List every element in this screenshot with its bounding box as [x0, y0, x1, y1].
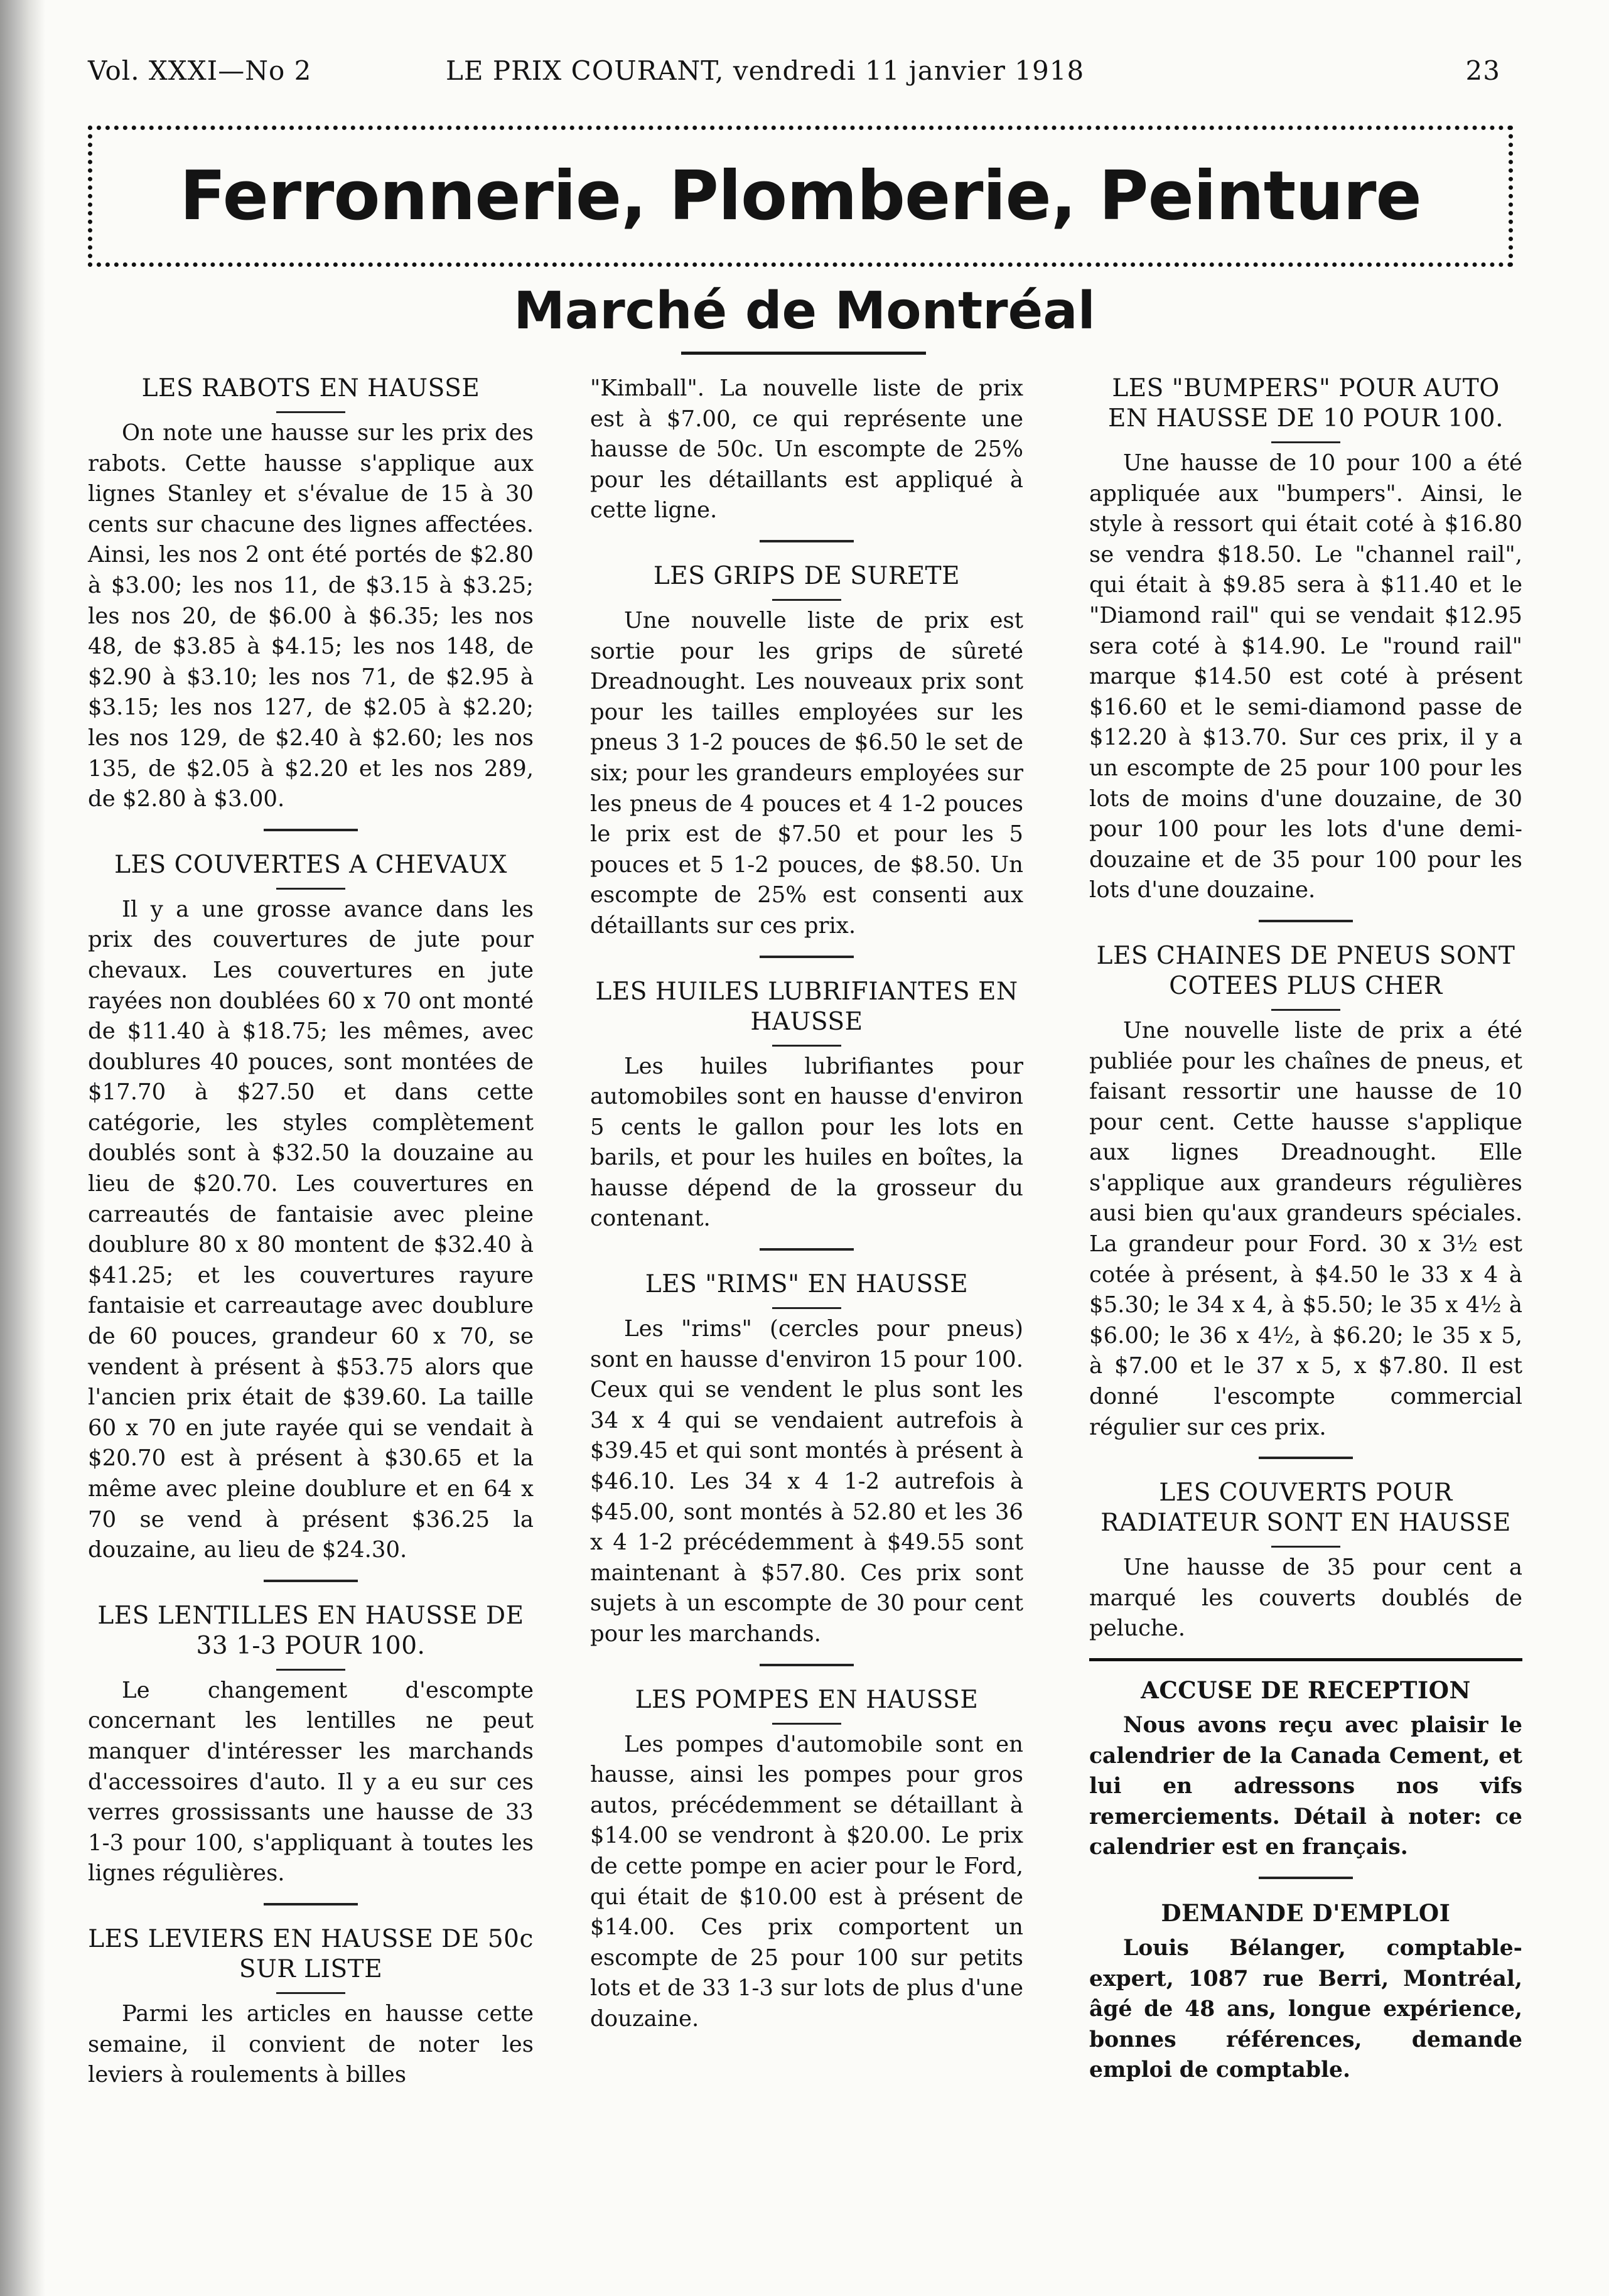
article-body: Parmi les articles en hausse cette semaine, il convient de noter les leviers à roulements à billes: [88, 2000, 534, 2088]
page-number: 23: [1465, 55, 1500, 86]
article-body: On note une hausse sur les prix des rabots. Cette hausse s'applique aux lignes Stanley et s'évalue de 15 à 30 cents sur chacune des lignes affectées. Ainsi, les nos 2 ont été portés de $2.80 à $3.00; les nos 11, de $3.15 à $3.25; les nos 20, de $6.00 à $6.35; les nos 48, de $3.85 à $4.15; les nos 148, de $2.90 à $3.10; les nos 71, de $2.95 à $3.15; les nos 127, de $2.05 à $2.20; les nos 129, de $2.40 à $2.60; les nos 135, de $2.05 à $2.20 et les nos 289, de $2.80 à $3.00.: [88, 420, 534, 812]
article-heading: LES CHAINES DE PNEUS SONT COTEES PLUS CHER: [1089, 941, 1522, 1011]
article-pompes: [590, 1664, 1023, 2035]
article-heading: LES COUVERTES A CHEVAUX: [88, 850, 534, 890]
volume-number: Vol. XXXI—No 2: [88, 55, 312, 86]
notice-demande-emploi: [1089, 1877, 1522, 2086]
article-body: Une hausse de 10 pour 100 a été appliquée aux "bumpers". Ainsi, le style à ressort qui était coté à $16.80 se vendra $18.50. Le "channel rail", qui était à $9.85 sera à $11.40 et le "Diamond rail" qui se vendait $12.95 sera coté à $14.90. Le "round rail" marque $14.50 est coté à présent $16.60 et le semi-diamond passe de $12.20 à $13.70. Sur ces prix, il y a un escompte de 25 pour 100 pour les lots de moins d'une douzaine, de 30 pour 100 pour les lots d'une demi-douzaine et de 35 pour 100 pour les lots d'une douzaine.: [1089, 450, 1522, 903]
article-body: Il y a une grosse avance dans les prix des couvertures de jute pour chevaux. Les couvertures en jute rayées non doublées 60 x 70 ont monté de $11.40 à $18.75; les mêmes, avec doublures 40 pouces, sont montées de $17.70 à $27.50 et dans cette catégorie, les styles complètement doublés sont à $32.50 la douzaine au lieu de $20.70. Les couvertures en carreautés de fantaisie avec pleine doublure 80 x 80 montent de $32.40 à $41.25; et les couvertures rayure fantaisie et carreautage avec doublure de 60 pouces, grandeur 60 x 70, se vendent à présent à $53.75 alors que l'ancien prix était de $39.60. La taille 60 x 70 en jute rayée qui se vendait à $20.70 est à présent à $30.65 et la même avec pleine doublure et en 64 x 70 se vend à présent $36.25 la douzaine, au lieu de $24.30.: [88, 896, 534, 1563]
article-heading: LES LEVIERS EN HAUSSE DE 50c SUR LISTE: [88, 1924, 534, 1994]
scan-edge-shadow: [0, 0, 45, 2296]
notice-body: Louis Bélanger, comptable-expert, 1087 rue Berri, Montréal, âgé de 48 ans, longue expérience, bonnes références, demande emploi de comptable.: [1089, 1935, 1522, 2083]
article-body: "Kimball". La nouvelle liste de prix est à $7.00, ce qui représente une hausse de 50c. Un escompte de 25% pour les détaillants est appliqué à cette ligne.: [590, 375, 1023, 524]
section-banner: [88, 126, 1513, 267]
notice-heading: ACCUSE DE RECEPTION: [1141, 1676, 1471, 1704]
notice-heading: DEMANDE D'EMPLOI: [1161, 1899, 1451, 1927]
notice-body: Nous avons reçu avec plaisir le calendrier de la Canada Cement, et lui en adressons nos vifs remerciements. Détail à noter: ce calendrier est en français.: [1089, 1713, 1522, 1860]
article-leviers: [88, 1903, 534, 2091]
column-1: [88, 374, 534, 2105]
running-header: [88, 55, 1500, 105]
article-body: Une nouvelle liste de prix est sortie pour les grips de sûreté Dreadnought. Les nouveaux prix sont pour les tailles employées sur les pneus 3 1-2 pouces de $6.50 le set de six; pour les grandeurs employées sur les pneus de 4 pouces et 4 1-2 pouces le prix est de $7.50 et pour les 5 pouces et 5 1-2 pouces, de $8.50. Un escompte de 25% est consenti aux détaillants sur ces prix.: [590, 607, 1023, 939]
article-heading: LES POMPES EN HAUSSE: [590, 1685, 1023, 1725]
notice-accuse-reception: [1089, 1675, 1522, 1863]
market-subtitle: Marché de Montréal: [514, 281, 1095, 341]
article-kimball-continued: [590, 374, 1023, 526]
column-2: [590, 374, 1023, 2049]
article-body: Les huiles lubrifiantes pour automobiles sont en hausse d'environ 5 cents le gallon pour les lots en barils, et pour les huiles en boîtes, la hausse dépend de la grosseur du contenant.: [590, 1053, 1023, 1232]
article-body: Une hausse de 35 pour cent a marqué les couverts doublés de peluche.: [1089, 1555, 1522, 1642]
article-lentilles: [88, 1580, 534, 1889]
article-heading: LES GRIPS DE SURETE: [590, 561, 1023, 601]
article-heading: LES "BUMPERS" POUR AUTO EN HAUSSE DE 10 POUR 100.: [1089, 374, 1522, 443]
article-radiateur: [1089, 1457, 1522, 1644]
article-heading: LES "RIMS" EN HAUSSE: [590, 1269, 1023, 1309]
article-heading: LES COUVERTS POUR RADIATEUR SONT EN HAUSSE: [1089, 1478, 1522, 1548]
article-heading: LES HUILES LUBRIFIANTES EN HAUSSE: [590, 977, 1023, 1047]
article-chaines: [1089, 920, 1522, 1443]
article-grips: [590, 540, 1023, 942]
section-divider: [1089, 1658, 1522, 1661]
article-rabots: [88, 374, 534, 815]
article-rims: [590, 1248, 1023, 1650]
article-body: Les "rims" (cercles pour pneus) sont en hausse d'environ 15 pour 100. Ceux qui se vendent le plus sont les 34 x 4 qui se vendaient autrefois à $39.45 et qui sont montés à présent à $46.10. Les 34 x 4 1-2 autrefois à $45.00, sont montés à 52.80 et les 36 x 4 1-2 précédemment à $49.55 sont maintenant à $57.80. Ces prix sont sujets à un escompte de 30 pour cent pour les marchands.: [590, 1316, 1023, 1647]
article-body: Une nouvelle liste de prix a été publiée pour les chaînes de pneus, et faisant ressortir une hausse de 10 pour cent. Cette hausse s'applique aux lignes Dreadnought. Elle s'applique aux grandeurs régulières ausi bien qu'aux grandeurs spéciales. La grandeur pour Ford. 30 x 3½ est cotée à présent, à $4.50 le 33 x 4 à $5.30; le 34 x 4, à $5.50; le 35 x 4½ à $6.00; le 36 x 4½, à $6.20; le 35 x 5, à $7.00 et le 37 x 5, x $7.80. Il est donné l'escompte commercial régulier sur ces prix.: [1089, 1017, 1522, 1440]
article-body: Le changement d'escompte concernant les lentilles ne peut manquer d'intéresser les marchands d'accessoires d'auto. Il y a eu sur ces verres grossissants une hausse de 33 1-3 pour 100, s'appliquant à toutes les lignes régulières.: [88, 1677, 534, 1887]
article-body: Les pompes d'automobile sont en hausse, ainsi les pompes pour gros autos, précédemment se détaillant à $14.00 se vendront à $20.00. Le prix de cette pompe en acier pour le Ford, qui était de $10.00 est à présent de $14.00. Ces prix comportent un escompte de 25 pour 100 sur petits lots et de 33 1-3 sur lots de plus d'une douzaine.: [590, 1731, 1023, 2032]
subtitle-rule: [681, 352, 926, 355]
article-huiles: [590, 956, 1023, 1235]
publication-dateline: LE PRIX COURANT, vendredi 11 janvier 1918: [446, 55, 1085, 86]
article-couvertes: [88, 829, 534, 1566]
article-heading: LES RABOTS EN HAUSSE: [88, 374, 534, 413]
section-title: Ferronnerie, Plomberie, Peinture: [180, 157, 1421, 235]
article-heading: LES LENTILLES EN HAUSSE DE 33 1-3 POUR 100.: [88, 1601, 534, 1671]
column-3: [1089, 374, 1522, 2099]
article-bumpers: [1089, 374, 1522, 906]
